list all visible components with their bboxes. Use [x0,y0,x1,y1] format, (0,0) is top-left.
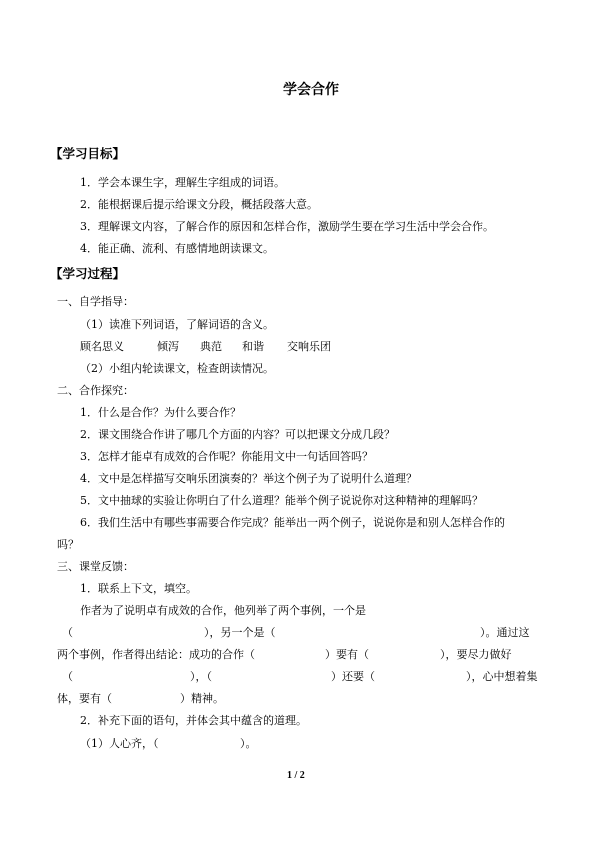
vocab-word: 顾名思义 [80,340,124,353]
fill-blank-text: 两个事例，作者得出结论：成功的合作（ [57,648,255,661]
process-heading: 【学习过程】 [50,266,126,281]
fill-blank-text: ），心中想着集 [466,670,538,683]
fill-blank-text: ）。 [240,737,257,750]
objective-item: 2．能根据课后提示给课文分段，概括段落大意。 [80,198,318,211]
fill-blank-text: ）要有（ [325,648,369,661]
fill-blank-text: ）。通过这 [480,626,530,639]
question-item: 4．文中是怎样描写交响乐团演奏的？举这个例子为了说明什么道理？ [80,472,417,485]
objective-item: 1．学会本课生字，理解生字组成的词语。 [80,176,285,189]
fill-blank-text: 作者为了说明卓有成效的合作，他列举了两个事例，一个是 [80,604,366,617]
fill-blank-text: （ [62,670,73,683]
fill-blank-text: （ [62,626,73,639]
fill-blank-text: ）精神。 [180,692,224,705]
task-item: （1）读准下列词语，了解词语的含义。 [80,318,274,331]
fill-blank-text: 体，要有（ [57,692,112,705]
page-number: 1 / 2 [287,770,305,781]
vocab-word: 和谐 [242,340,264,353]
objective-item: 4．能正确、流利、有感情地朗读课文。 [80,242,274,255]
vocab-word: 倾泻 [157,340,179,353]
section-title: 一、自学指导： [57,295,134,308]
fill-blank-text: ），（ [190,670,212,683]
fill-blank-text: （1）人心齐，（ [80,737,159,750]
feedback-question: 2．补充下面的语句，并体会其中蕴含的道理。 [80,714,307,727]
objectives-heading: 【学习目标】 [50,146,126,161]
page-title: 学会合作 [283,82,339,98]
question-item: 5．文中抽球的实验让你明白了什么道理？能举个例子说说你对这种精神的理解吗？ [80,494,483,507]
fill-blank-text: ），要尽力做好 [440,648,512,661]
vocab-word: 交响乐团 [287,340,331,353]
section-title: 二、合作探究： [57,384,134,397]
fill-blank-text: ），另一个是（ [204,626,276,639]
question-item: 6．我们生活中有哪些事需要合作完成？能举出一两个例子，说说你是和别人怎样合作的 [80,516,505,529]
question-item: 3．怎样才能卓有成效的合作呢？你能用文中一句话回答吗？ [80,450,373,463]
objective-item: 3．理解课文内容，了解合作的原因和怎样合作，激励学生要在学习生活中学会合作。 [80,220,494,233]
question-continuation: 吗？ [57,538,79,551]
feedback-question: 1．联系上下文，填空。 [80,582,197,595]
task-item: （2）小组内轮读课文，检查朗读情况。 [80,362,274,375]
vocab-word: 典范 [200,340,222,353]
fill-blank-text: ）还要（ [331,670,375,683]
question-item: 2．课文围绕合作讲了哪几个方面的内容？可以把课文分成几段？ [80,428,395,441]
section-title: 三、课堂反馈： [57,560,134,573]
question-item: 1．什么是合作？为什么要合作？ [80,406,241,419]
